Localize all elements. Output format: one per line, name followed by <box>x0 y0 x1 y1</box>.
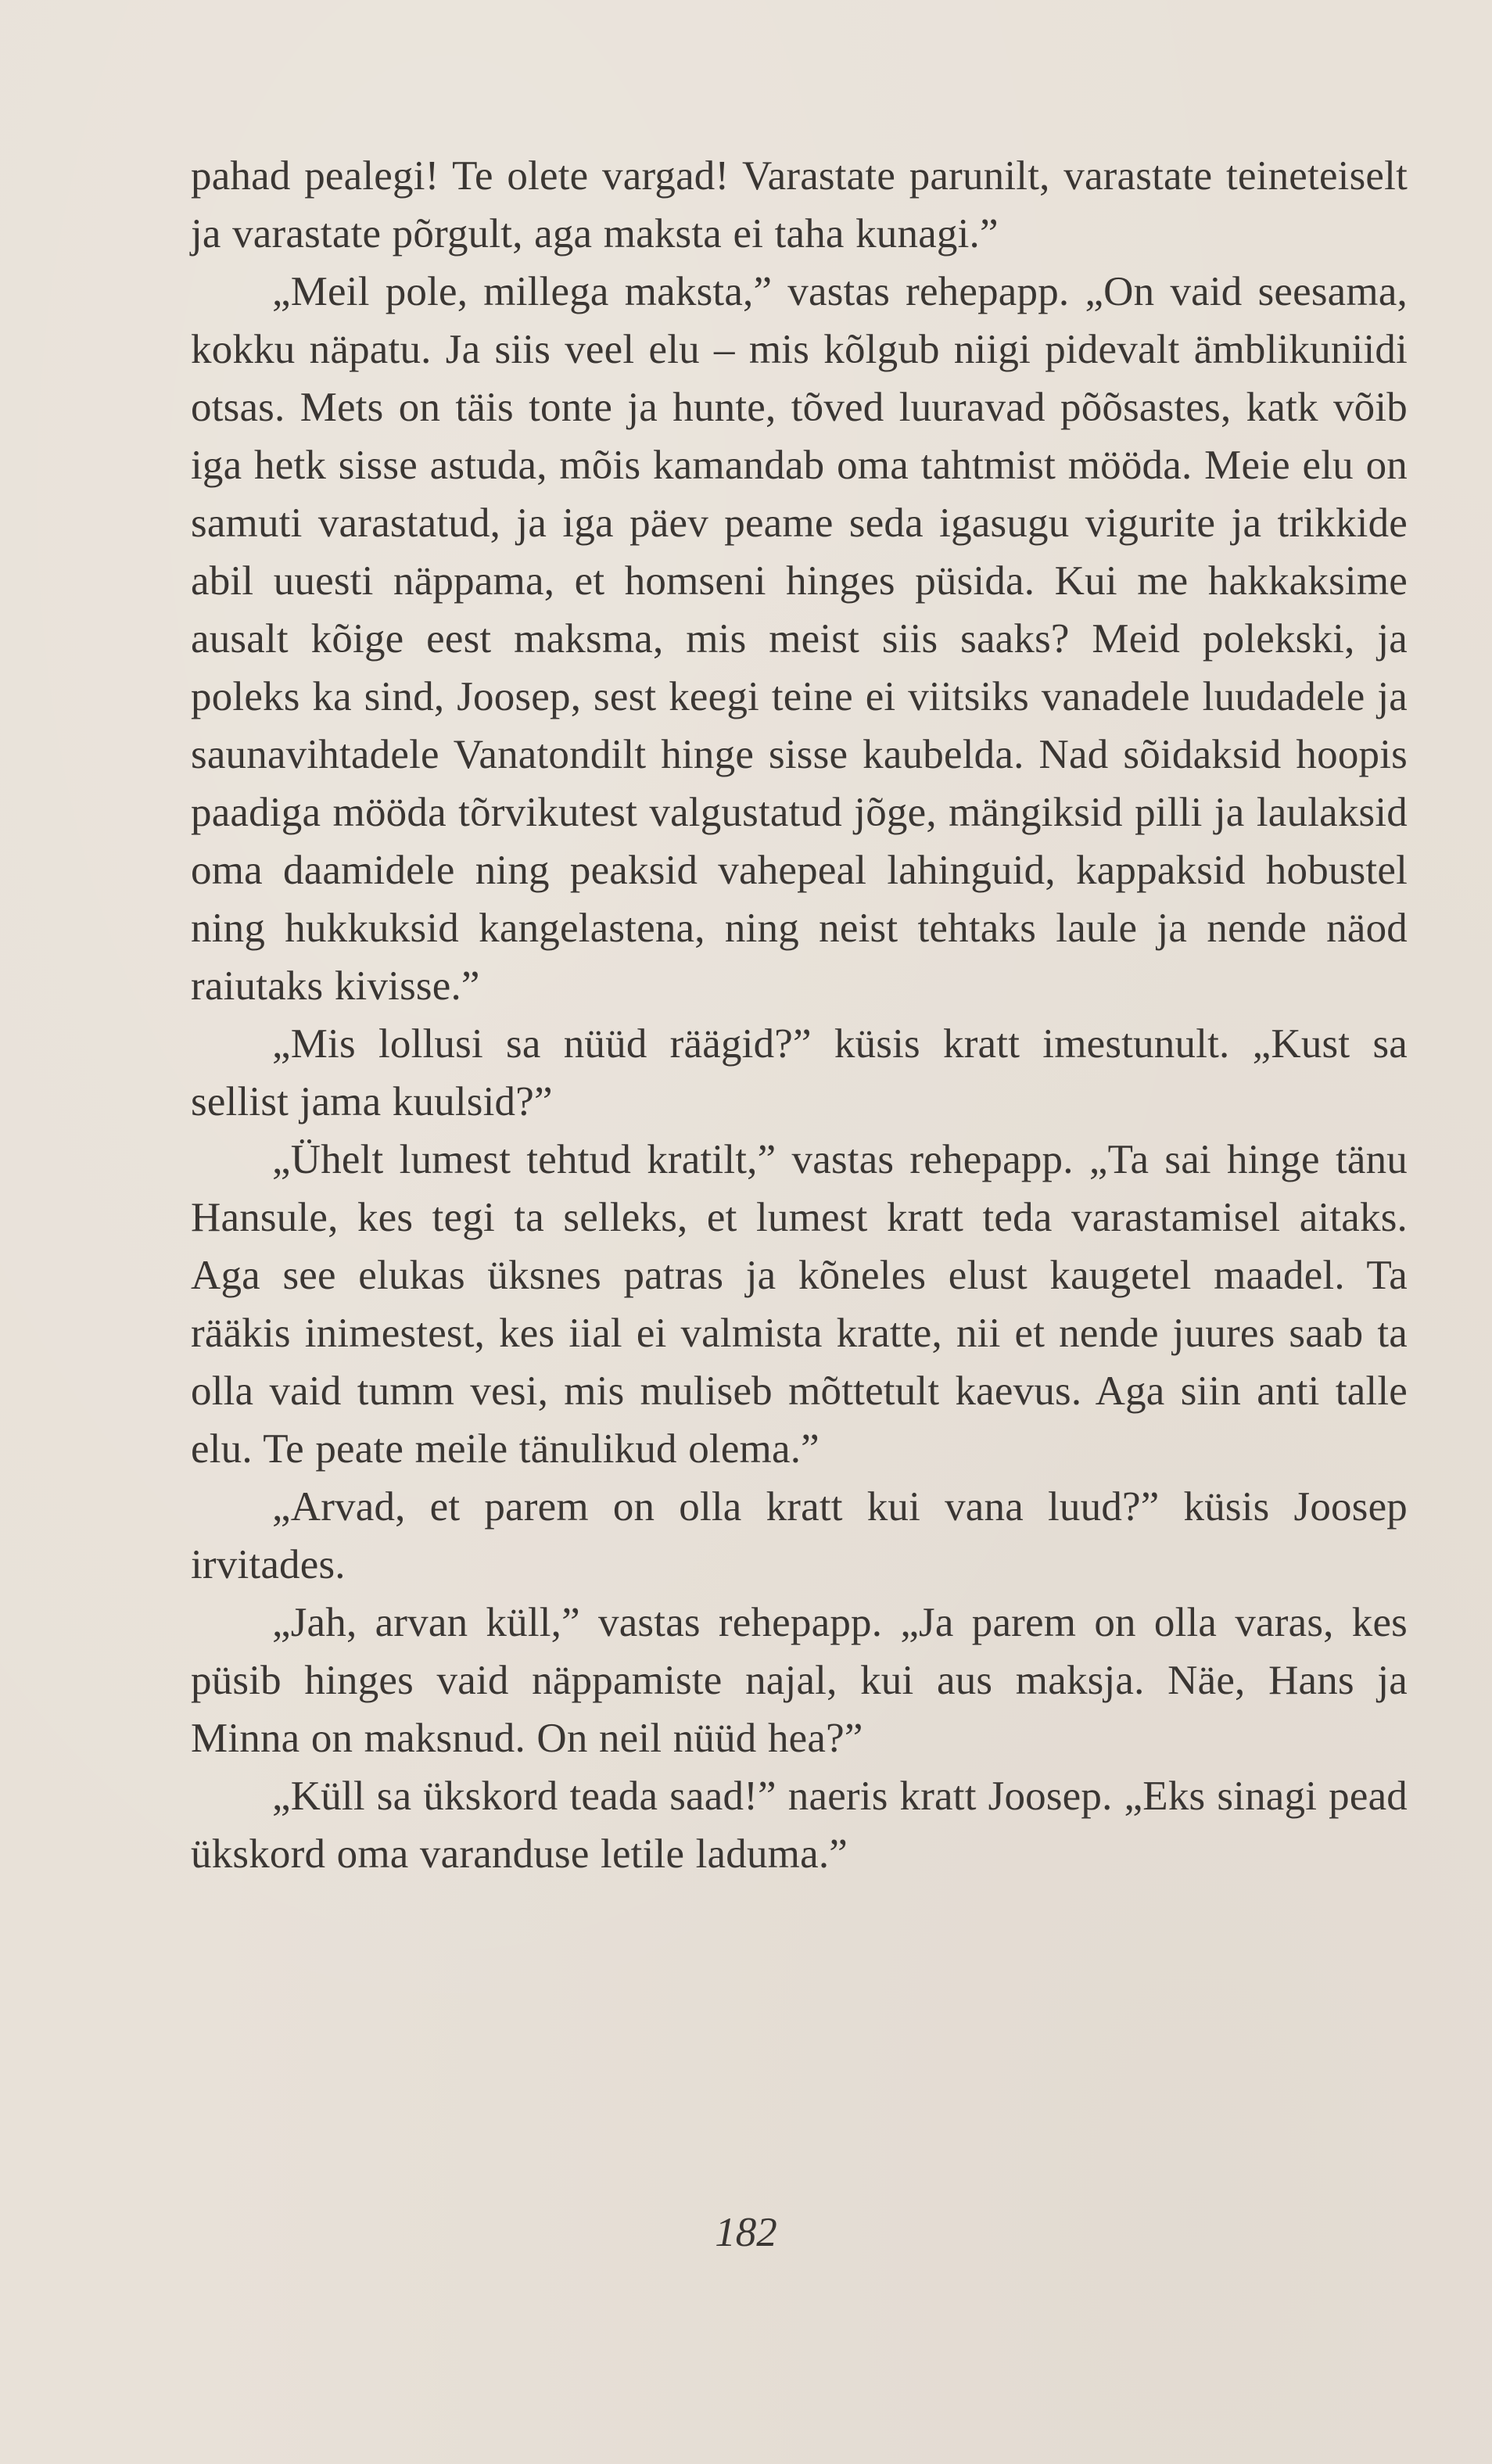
paragraph-continued: pahad pealegi! Te olete vargad! Varastate parunilt, varastate teineteiselt ja varastate põrgult, aga maksta ei taha kunagi.” <box>191 153 1408 256</box>
paragraph: „Jah, arvan küll,” vastas rehepapp. „Ja parem on olla varas, kes püsib hinges vaid näppamiste najal, kui aus maksja. Näe, Hans ja Minna on maksnud. On neil nüüd hea?” <box>191 1600 1408 1761</box>
paragraph: „Meil pole, millega maksta,” vastas rehepapp. „On vaid seesama, kokku näpatu. Ja siis veel elu – mis kõlgub niigi pidevalt ämblikuniidi otsas. Mets on täis tonte ja hunte, tõved luuravad põõsastes, katk võib iga hetk sisse astuda, mõis kamandab oma tahtmist mööda. Meie elu on samuti varastatud, ja iga päev peame seda igasugu vigurite ja trikkide abil uuesti näppama, et homseni hinges püsida. Kui me hakkaksime ausalt kõige eest maksma, mis meist siis saaks? Meid polekski, ja poleks ka sind, Joosep, sest keegi teine ei viitsiks vanadele luudadele ja saunavihtadele Vanatondilt hinge sisse kaubelda. Nad sõidaksid hoopis paadiga mööda tõrvikutest valgustatud jõge, mängiksid pilli ja laulaksid oma daamidele ning peaksid vahepeal lahinguid, kappaksid hobustel ning hukkuksid kangelastena, ning neist tehtaks laule ja nende näod raiutaks kivisse.” <box>191 269 1408 1009</box>
body-text <box>191 147 1408 1883</box>
paragraph: „Ühelt lumest tehtud kratilt,” vastas rehepapp. „Ta sai hinge tänu Hansule, kes tegi ta selleks, et lumest kratt teda varastamisel aitaks. Aga see elukas üksnes patras ja kõneles elust kaugetel maadel. Ta rääkis inimestest, kes iial ei valmista kratte, nii et nende juures saab ta olla vaid tumm vesi, mis muliseb mõttetult kaevus. Aga siin anti talle elu. Te peate meile tänulikud olema.” <box>191 1137 1408 1472</box>
paragraph: „Mis lollusi sa nüüd räägid?” küsis kratt imestunult. „Kust sa sellist jama kuulsid?” <box>191 1021 1408 1124</box>
page-number: 182 <box>715 2210 777 2255</box>
paragraph: „Küll sa ükskord teada saad!” naeris kratt Joosep. „Eks sinagi pead ükskord oma varanduse letile laduma.” <box>191 1774 1408 1877</box>
paragraph: „Arvad, et parem on olla kratt kui vana luud?” küsis Joosep irvitades. <box>191 1484 1408 1587</box>
